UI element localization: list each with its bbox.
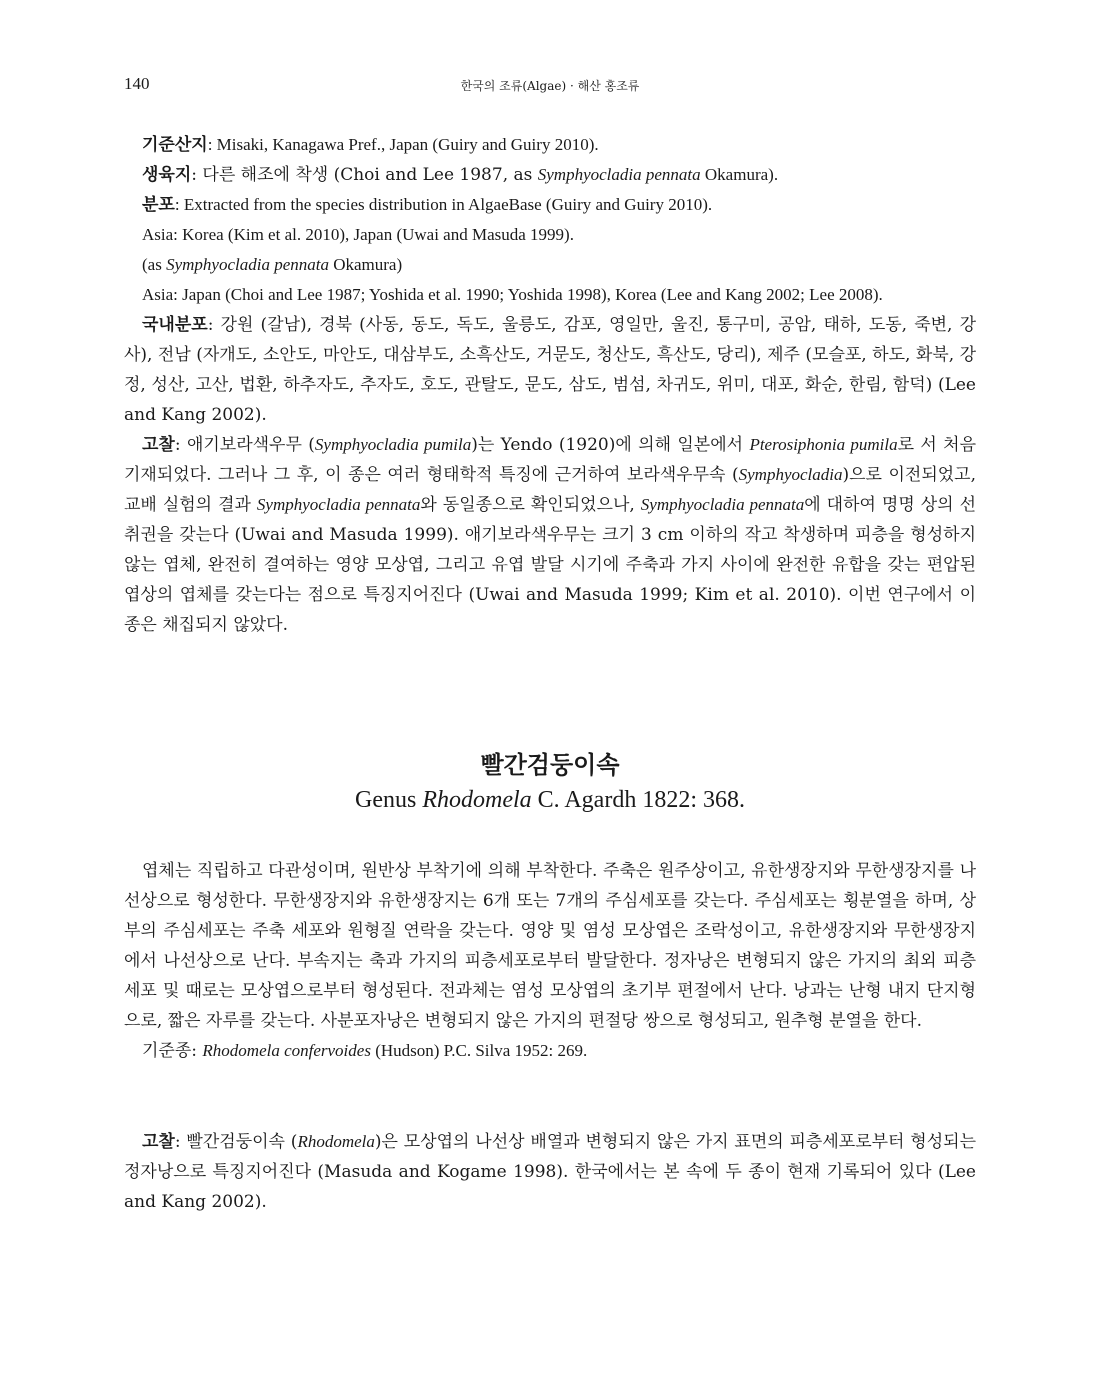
genus-remarks-label: 고찰 [142,1132,175,1152]
distribution-asia-1: Asia: Korea (Kim et al. 2010), Japan (Uwai and Masuda 1999). [142,225,574,244]
running-title: 한국의 조류(Algae) · 해산 홍조류 [460,79,640,93]
as-note: (as Symphyocladia pennata Okamura) [142,255,403,274]
habitat-label: 생육지 [142,165,192,185]
genus-description-section [124,856,976,1066]
species-remarks: 고찰: 애기보라색우무 (Symphyocladia pumila)는 Yendo (1920)에 의해 일본에서 Pterosiphonia pumila로 서 처음 기재되었다. 그러나 그 후, 이 종은 여러 형태학적 특징에 근거하여 보라색우무속 (Symphyocladia)으로 이전되었고, 교배 실험의 결과 Symphyocladia pennata와 동일종으로 확인되었으나, Symphyocladia pennata에 대하여 명명 상의 선취권을 갖는다 (Uwai and Masuda 1999). 애기보라색우무는 크기 3 cm 이하의 작고 착생하며 피층을 형성하지 않는 엽체, 완전히 결여하는 영양 모상엽, 그리고 유엽 발달 시기에 주축과 가지 사이에 완전한 유합을 갖는 편압된 엽상의 엽체를 갖는다는 점으로 특징지어진다 (Uwai and Masuda 1999; Kim et al. 2010). 이번 연구에서 이 종은 채집되지 않았다. [124,435,976,635]
genus-remarks-section [124,1127,976,1217]
distribution-label: 분포 [142,195,175,215]
species-section [124,130,976,640]
domestic-distribution-label: 국내분포 [142,315,208,335]
genus-description: 엽체는 직립하고 다관성이며, 원반상 부착기에 의해 부착한다. 주축은 원주상이고, 유한생장지와 무한생장지를 나선상으로 형성한다. 무한생장지와 유한생장지는 6개 또는 7개의 주심세포를 갖는다. 주심세포는 횡분열을 하며, 상부의 주심세포는 주축 세포와 원형질 연락을 갖는다. 영양 및 염성 모상엽은 조락성이고, 유한생장지와 무한생장지에서 나선상으로 난다. 부속지는 축과 가지의 피층세포로부터 발달한다. 정자낭은 변형되지 않은 가지의 최외 피층세포 및 때로는 모상엽으로부터 형성된다. 전과체는 염성 모상엽의 초기부 편절에서 난다. 낭과는 난형 내지 단지형으로, 짧은 자루를 갖는다. 사분포자낭은 변형되지 않은 가지의 편절당 쌍으로 형성되고, 원추형 분열을 한다. [124,861,976,1031]
habitat: 생육지: 다른 해조에 착생 (Choi and Lee 1987, as Symphyocladia pennata Okamura). [142,165,779,185]
distribution: 분포: Extracted from the species distribution in AlgaeBase (Guiry and Guiry 2010). [142,195,713,215]
type-locality: 기준산지: Misaki, Kanagawa Pref., Japan (Guiry and Guiry 2010). [142,135,599,155]
genus-remarks: 고찰: 빨간검둥이속 (Rhodomela)은 모상엽의 나선상 배열과 변형되지 않은 가지 표면의 피층세포로부터 형성되는 정자낭으로 특징지어진다 (Masuda and Kogame 1998). 한국에서는 본 속에 두 종이 현재 기록되어 있다 (Lee and Kang 2002). [124,1132,976,1212]
type-locality-label: 기준산지 [142,135,208,155]
page-number: 140 [124,74,150,93]
type-species: 기준종: Rhodomela confervoides (Hudson) P.C. Silva 1952: 269. [142,1041,588,1061]
domestic-distribution: 국내분포: 강원 (갈남), 경북 (사동, 동도, 독도, 울릉도, 감포, 영일만, 울진, 통구미, 공암, 태하, 도동, 죽변, 강사), 전남 (자개도, 소안도, 마안도, 대삼부도, 소흑산도, 거문도, 청산도, 흑산도, 당리), 제주 (모슬포, 하도, 화북, 강정, 성산, 고산, 법환, 하추자도, 추자도, 호도, 관탈도, 문도, 삼도, 범섬, 차귀도, 위미, 대포, 화순, 한림, 함덕) (Lee and Kang 2002). [124,315,976,425]
genus-title-latin: Genus Rhodomela C. Agardh 1822: 368. [355,787,745,813]
species-remarks-label: 고찰 [142,435,175,455]
genus-title-korean: 빨간검둥이속 [480,751,620,779]
distribution-asia-2: Asia: Japan (Choi and Lee 1987; Yoshida et al. 1990; Yoshida 1998), Korea (Lee and Kang 2002; Lee 2008). [142,285,883,304]
